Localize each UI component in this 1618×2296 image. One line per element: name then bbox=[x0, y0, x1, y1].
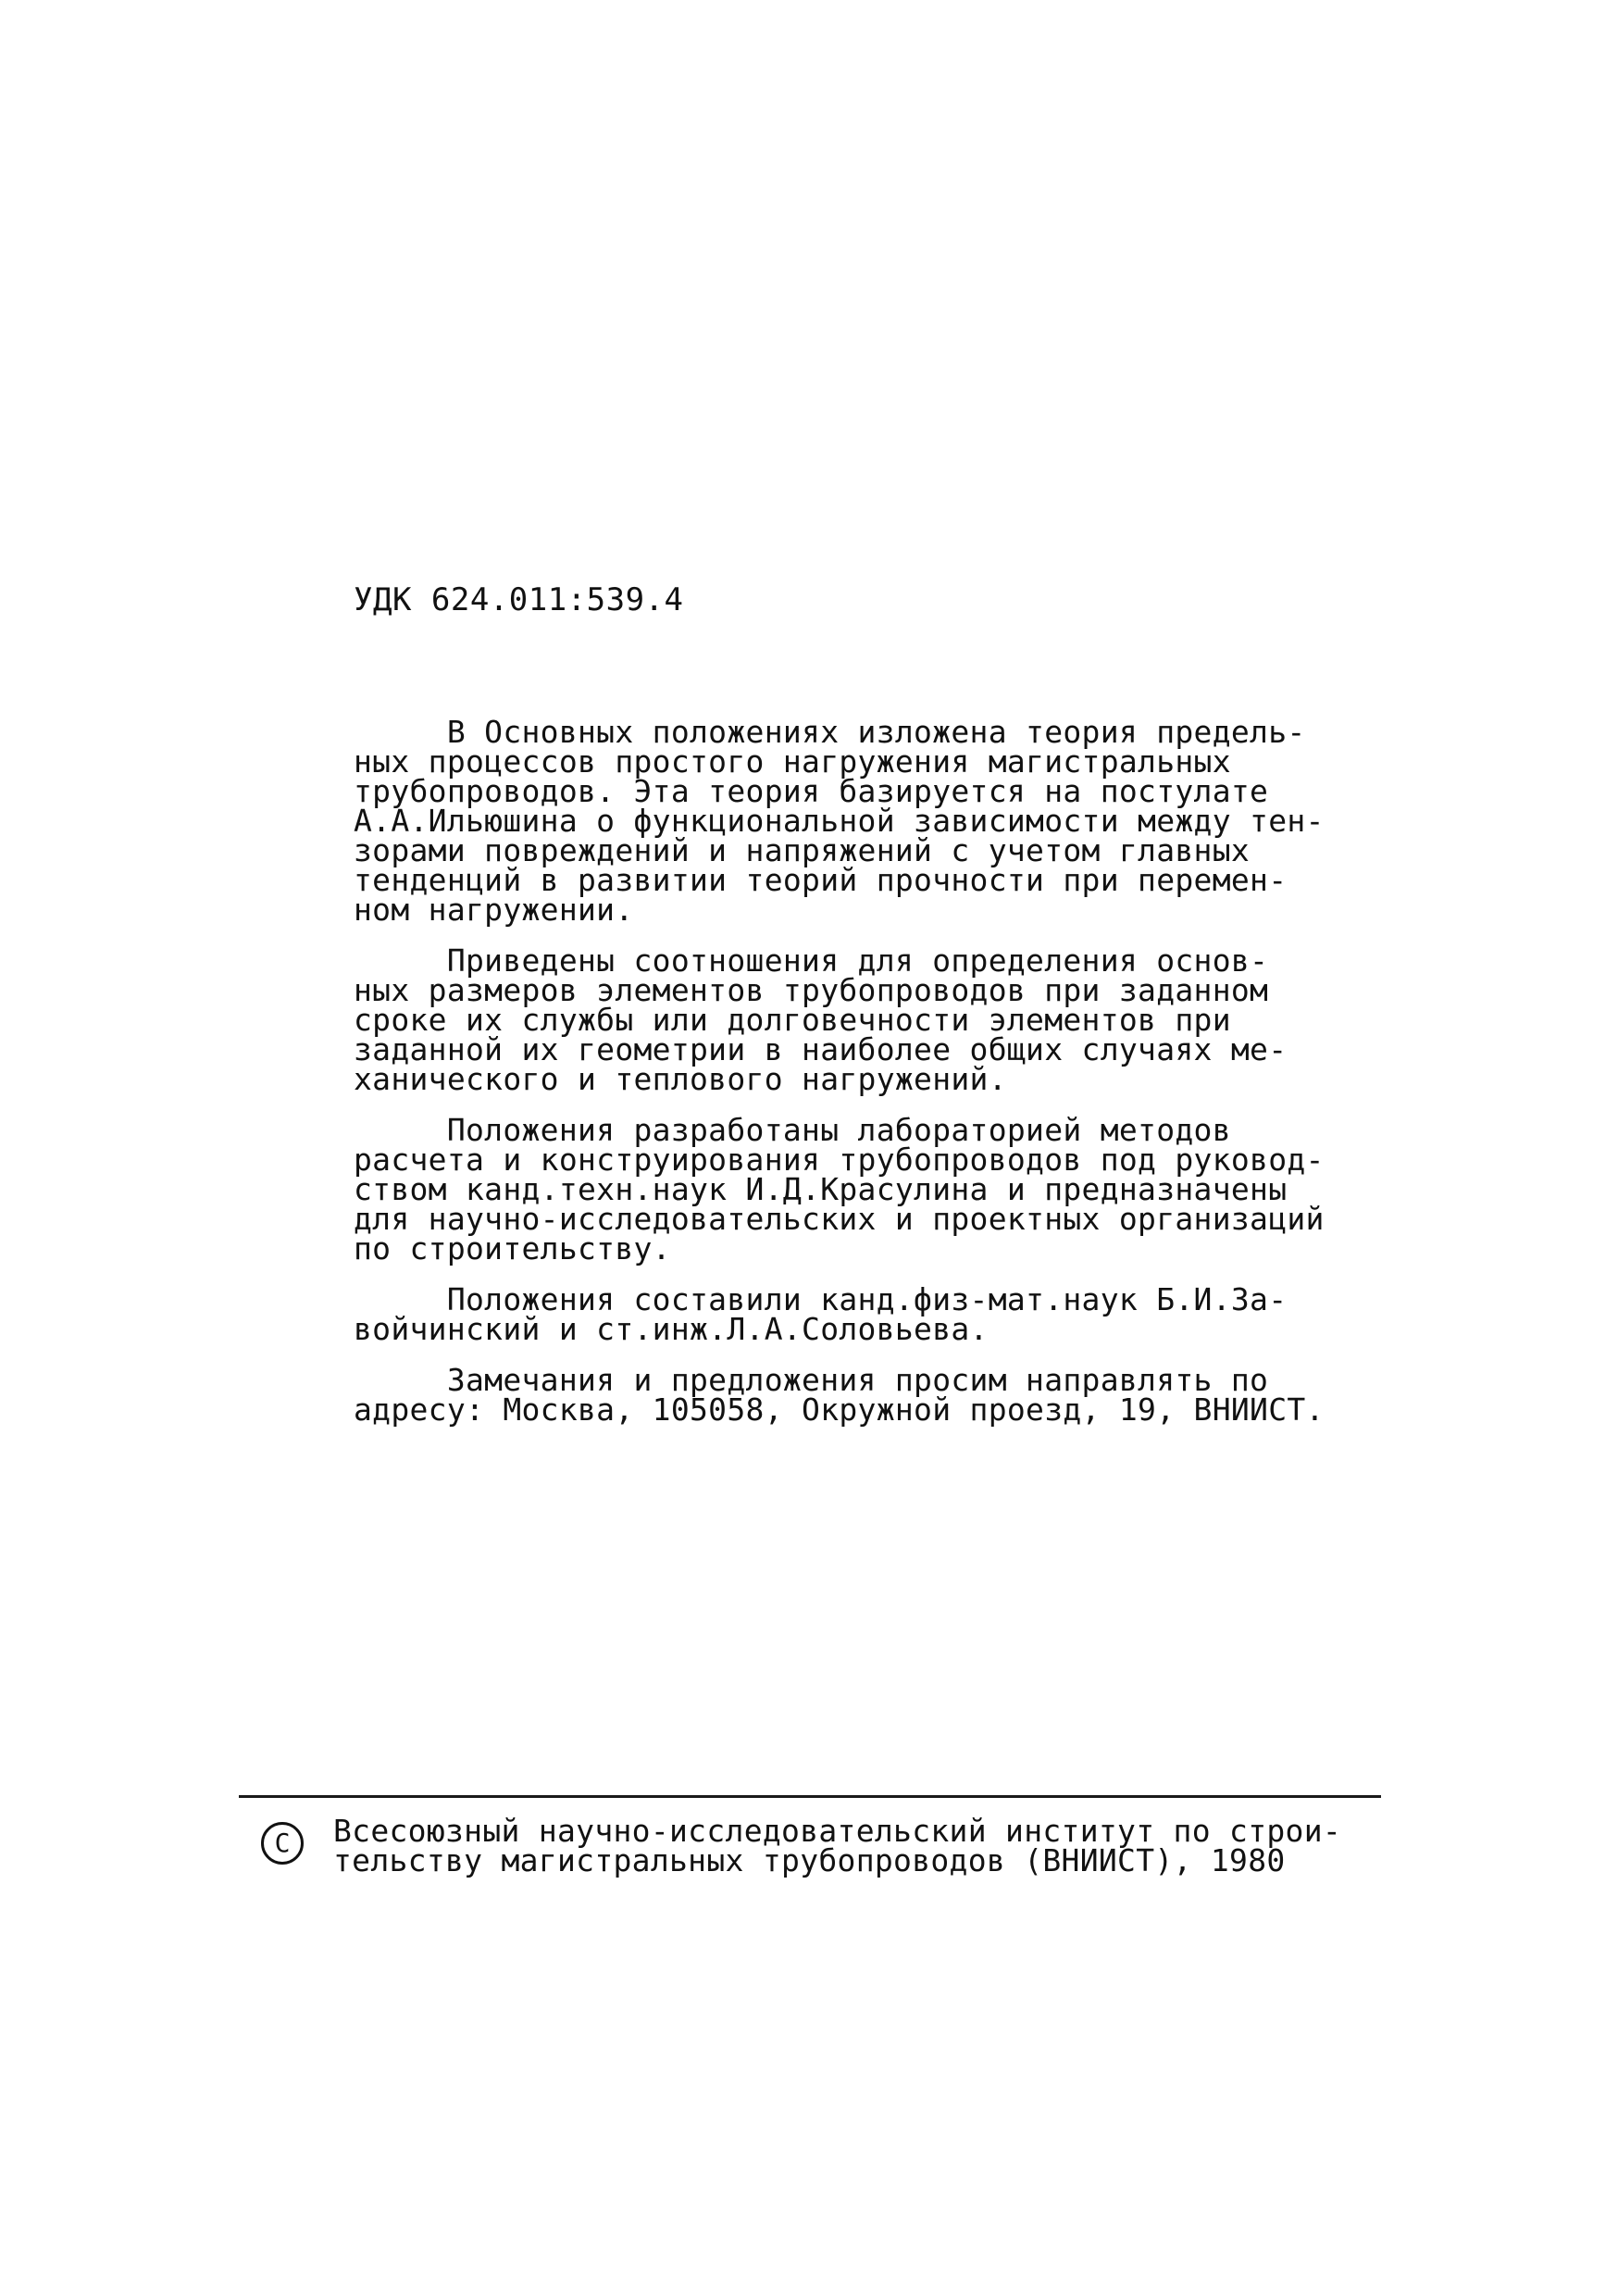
text-line: ством канд.техн.наук И.Д.Красулина и предназначены bbox=[354, 1171, 1288, 1207]
paragraph-1 bbox=[354, 714, 1353, 928]
copyright-icon: C bbox=[261, 1822, 304, 1865]
text-line: трубопроводов. Эта теория базируется на постулате bbox=[354, 773, 1269, 809]
text-line: ных размеров элементов трубопроводов при заданном bbox=[354, 972, 1269, 1008]
text-line: А.А.Ильюшина о функциональной зависимости между тен- bbox=[354, 803, 1325, 839]
text-line: тельству магистральных трубопроводов (ВНИИСТ), 1980 bbox=[333, 1842, 1286, 1878]
text-line: ных процессов простого нагружения магистральных bbox=[354, 743, 1231, 780]
text-line: тенденций в развитии теорий прочности при перемен- bbox=[354, 862, 1288, 898]
paragraph-3 bbox=[354, 1112, 1353, 1267]
udk-code: УДК 624.011:539.4 bbox=[354, 581, 684, 618]
text-line: по строительству. bbox=[354, 1230, 671, 1267]
text-line: Приведены соотношения для определения основ- bbox=[354, 942, 1269, 979]
text-line: Положения разработаны лабораторией методов bbox=[354, 1112, 1231, 1148]
paragraph-5 bbox=[354, 1362, 1353, 1428]
paragraph-2 bbox=[354, 942, 1353, 1097]
copyright-notice bbox=[333, 1813, 1342, 1878]
text-line: адресу: Москва, 105058, Окружной проезд, 19, ВНИИСТ. bbox=[354, 1391, 1325, 1428]
text-line: ханического и теплового нагружений. bbox=[354, 1061, 1007, 1097]
text-line: сроке их службы или долговечности элементов при bbox=[354, 1002, 1231, 1038]
footer-divider bbox=[239, 1795, 1381, 1798]
text-line: Всесоюзный научно-исследовательский институт по строи- bbox=[333, 1813, 1342, 1849]
abstract-text bbox=[354, 714, 1353, 1446]
text-line: ном нагружении. bbox=[354, 892, 634, 928]
text-line: для научно-исследовательских и проектных организаций bbox=[354, 1201, 1325, 1237]
text-line: Положения составили канд.физ-мат.наук Б.И.За- bbox=[354, 1281, 1288, 1317]
text-line: Замечания и предложения просим направлять по bbox=[354, 1362, 1269, 1398]
text-line: войчинский и ст.инж.Л.А.Соловьева. bbox=[354, 1311, 989, 1347]
text-line: зорами повреждений и напряжений с учетом главных bbox=[354, 832, 1251, 868]
paragraph-4 bbox=[354, 1281, 1353, 1347]
text-line: расчета и конструирования трубопроводов под руковод- bbox=[354, 1142, 1325, 1178]
text-line: В Основных положениях изложена теория предель- bbox=[354, 714, 1306, 750]
text-line: заданной их геометрии в наиболее общих случаях ме- bbox=[354, 1031, 1288, 1067]
